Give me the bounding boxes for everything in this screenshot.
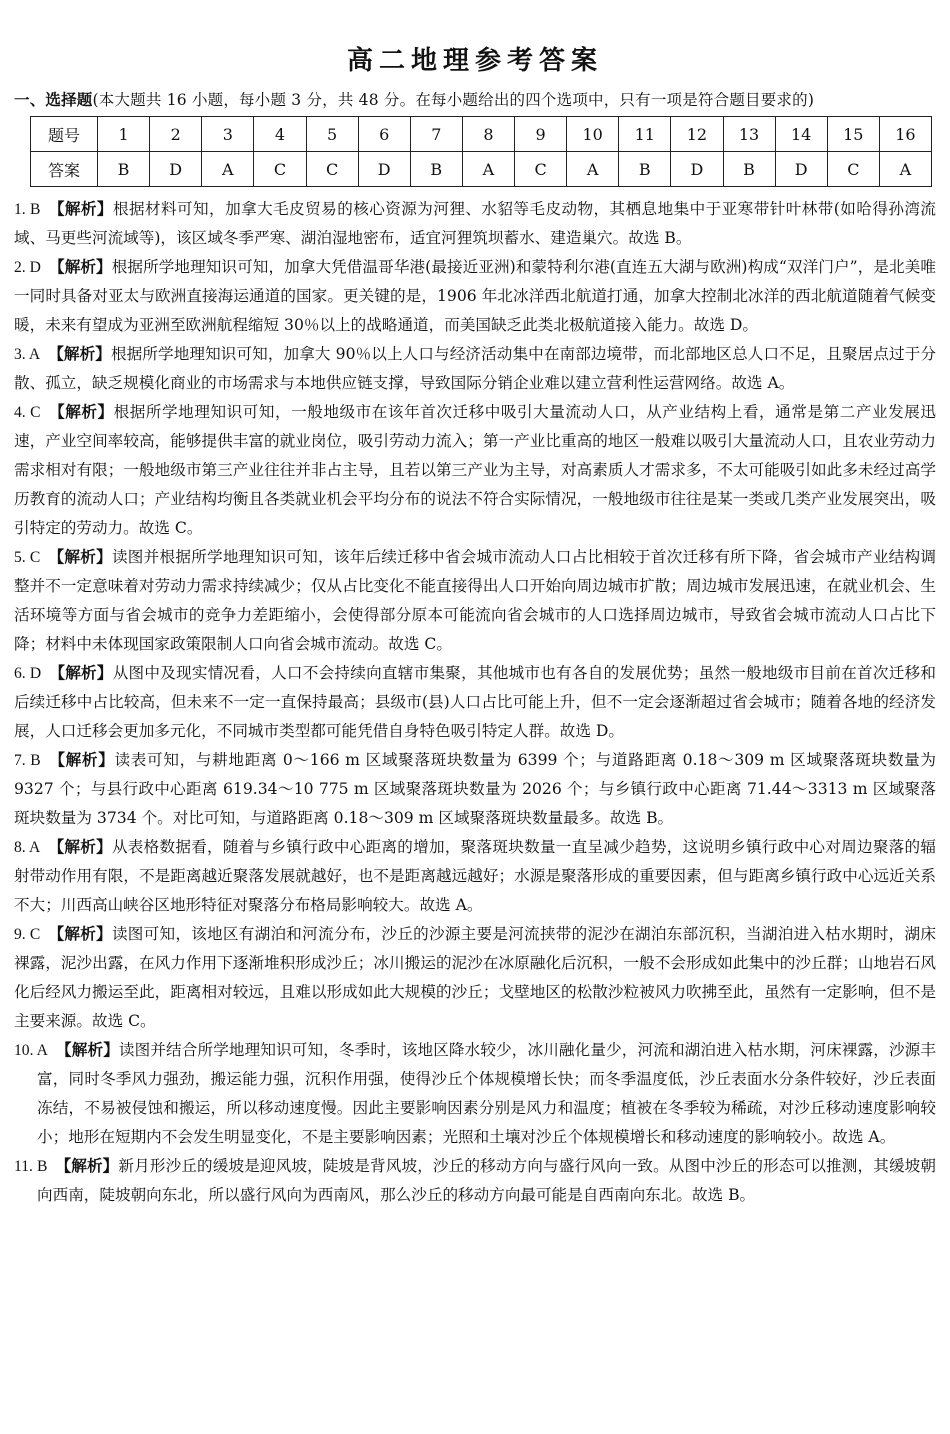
explanation-item <box>14 340 936 398</box>
question-number-cell: 8 <box>462 117 514 152</box>
question-number-cell: 2 <box>150 117 202 152</box>
explanation-tag: 【解析】 <box>55 1041 119 1059</box>
answer-cell: D <box>671 152 723 187</box>
answer-cell: C <box>254 152 306 187</box>
explanation-tag: 【解析】 <box>48 548 112 566</box>
explanation-text: 读表可知，与耕地距离 0～166 m 区域聚落斑块数量为 6399 个；与道路距离 0.18～309 m 区域聚落斑块数量为 9327 个；与县行政中心距离 619.34～10 775 m 区域聚落斑块数量为 2026 个；与乡镇行政中心距离 71.44～3313 m 区域聚落斑块数量为 3734 个。对比可知，与道路距离 0.18～309 m 区域聚落斑块数量最多。故选 B。 <box>14 751 936 827</box>
explanation-text: 根据材料可知，加拿大毛皮贸易的核心资源为河狸、水貂等毛皮动物，其栖息地集中于亚寒带针叶林带(如哈得孙湾流域、马更些河流域等)，该区域冬季严寒、湖泊湿地密布，适宜河狸筑坝蓄水、建造巢穴。故选 B。 <box>14 200 936 247</box>
explanation-text: 根据所学地理知识可知，加拿大凭借温哥华港(最接近亚洲)和蒙特利尔港(直连五大湖与欧洲)构成“双洋门户”，是北美唯一同时具备对亚太与欧洲直接海运通道的国家。更关键的是，1906 年北冰洋西北航道打通，加拿大控制北冰洋的西北航道随着气候变暖，未来有望成为亚洲至欧洲航程缩短 30％以上的战略通道，而美国缺乏此类北极航道接入能力。故选 D。 <box>14 258 936 334</box>
answer-cell: B <box>619 152 671 187</box>
item-number: 3. A <box>14 346 41 363</box>
explanation-item <box>14 746 936 833</box>
explanation-item <box>14 398 936 543</box>
answer-cell: D <box>358 152 410 187</box>
explanation-tag: 【解析】 <box>55 1157 119 1175</box>
answer-cell: C <box>306 152 358 187</box>
section-heading <box>14 88 936 112</box>
explanation-text: 根据所学地理知识可知，一般地级市在该年首次迁移中吸引大量流动人口，从产业结构上看，通常是第二产业发展迅速，产业空间率较高，能够提供丰富的就业岗位，吸引劳动力流入；第一产业比重高的地区一般难以吸引大量流动人口，且农业劳动力需求相对有限；一般地级市第三产业往往并非占主导，且若以第三产业为主导，对高素质人才需求多，不太可能吸引如此多未经过高学历教育的流动人口；产业结构均衡且各类就业机会平均分布的说法不符合实际情况，一般地级市往往是某一类或几类产业发展突出，吸引特定的劳动力。故选 C。 <box>14 403 936 537</box>
explanation-tag: 【解析】 <box>48 258 112 276</box>
explanation-item <box>14 1152 936 1210</box>
question-number-cell: 15 <box>827 117 879 152</box>
answer-cell: B <box>410 152 462 187</box>
explanation-tag: 【解析】 <box>48 838 112 856</box>
question-number-cell: 11 <box>619 117 671 152</box>
answer-cell: A <box>879 152 931 187</box>
explanation-text: 从图中及现实情况看，人口不会持续向直辖市集聚，其他城市也有各自的发展优势；虽然一般地级市目前在首次迁移和后续迁移中占比较高，但未来不一定一直保持最高；县级市(县)人口占比可能上升，但不一定会逐渐超过省会城市；随着各地的经济发展，人口迁移会更加多元化，不同城市类型都可能凭借自身特色吸引特定人群。故选 D。 <box>14 664 936 740</box>
question-number-cell: 7 <box>410 117 462 152</box>
page-title: 高二地理参考答案 <box>346 46 603 76</box>
explanation-item <box>14 1036 936 1152</box>
answer-row <box>31 152 932 187</box>
explanation-tag: 【解析】 <box>48 200 113 218</box>
item-number: 11. B <box>14 1158 48 1175</box>
question-number-cell: 9 <box>515 117 567 152</box>
explanation-item <box>14 920 936 1036</box>
answer-cell: B <box>98 152 150 187</box>
question-number-row <box>31 117 932 152</box>
explanation-tag: 【解析】 <box>48 925 112 943</box>
item-number: 7. B <box>14 752 41 769</box>
item-number: 4. C <box>14 404 41 421</box>
answer-table <box>30 116 932 187</box>
question-number-cell: 10 <box>567 117 619 152</box>
question-number-cell: 16 <box>879 117 931 152</box>
item-number: 8. A <box>14 839 41 856</box>
question-number-cell: 1 <box>98 117 150 152</box>
item-number: 10. A <box>14 1042 48 1059</box>
explanation-text: 新月形沙丘的缓坡是迎风坡，陡坡是背风坡，沙丘的移动方向与盛行风向一致。从图中沙丘的形态可以推测，其缓坡朝向西南，陡坡朝向东北，所以盛行风向为西南风，那么沙丘的移动方向最可能是自西南向东北。故选 B。 <box>37 1157 936 1204</box>
answer-cell: C <box>515 152 567 187</box>
explanation-item <box>14 659 936 746</box>
explanation-tag: 【解析】 <box>48 403 114 421</box>
question-number-cell: 6 <box>358 117 410 152</box>
question-number-cell: 12 <box>671 117 723 152</box>
question-number-cell: 4 <box>254 117 306 152</box>
item-number: 5. C <box>14 549 41 566</box>
explanation-text: 根据所学地理知识可知，加拿大 90％以上人口与经济活动集中在南部边境带，而北部地区总人口不足，且聚居点过于分散、孤立，缺乏规模化商业的市场需求与本地供应链支撑，导致国际分销企业难以建立营利性运营网络。故选 A。 <box>14 345 936 392</box>
question-number-cell: 14 <box>775 117 827 152</box>
explanation-list <box>14 195 936 1210</box>
row-label-answer: 答案 <box>31 152 98 187</box>
explanation-text: 从表格数据看，随着与乡镇行政中心距离的增加，聚落斑块数量一直呈减少趋势，这说明乡镇行政中心对周边聚落的辐射带动作用有限，不是距离越近聚落发展就越好，也不是距离越远越好；水源是聚落形成的重要因素，但与距离乡镇行政中心远近关系不大；川西高山峡谷区地形特征对聚落分布格局影响较大。故选 A。 <box>14 838 936 914</box>
answer-cell: A <box>567 152 619 187</box>
explanation-tag: 【解析】 <box>48 751 115 769</box>
answer-cell: D <box>775 152 827 187</box>
question-number-cell: 13 <box>723 117 775 152</box>
explanation-text: 读图并结合所学地理知识可知，冬季时，该地区降水较少，冰川融化量少，河流和湖泊进入枯水期，河床裸露，沙源丰富，同时冬季风力强劲，搬运能力强，沉积作用强，使得沙丘个体规模增长快；而冬季温度低，沙丘表面水分条件较好，沙丘表面冻结，不易被侵蚀和搬运，所以移动速度慢。因此主要影响因素分别是风力和温度；植被在冬季较为稀疏，对沙丘移动速度影响较小；地形在短期内不会发生明显变化，不是主要影响因素；光照和土壤对沙丘个体规模增长和移动速度的影响较小。故选 A。 <box>37 1041 936 1146</box>
question-number-cell: 3 <box>202 117 254 152</box>
explanation-item <box>14 253 936 340</box>
explanation-tag: 【解析】 <box>48 345 111 363</box>
answer-cell: C <box>827 152 879 187</box>
answer-cell: A <box>202 152 254 187</box>
item-number: 6. D <box>14 665 42 682</box>
answer-cell: A <box>462 152 514 187</box>
explanation-tag: 【解析】 <box>49 664 113 682</box>
row-label-number: 题号 <box>31 117 98 152</box>
explanation-item <box>14 195 936 253</box>
explanation-item <box>14 543 936 659</box>
explanation-item <box>14 833 936 920</box>
question-number-cell: 5 <box>306 117 358 152</box>
answer-cell: B <box>723 152 775 187</box>
answer-cell: D <box>150 152 202 187</box>
item-number: 1. B <box>14 201 41 218</box>
section-label: 一、选择题 <box>14 91 93 109</box>
explanation-text: 读图并根据所学地理知识可知，该年后续迁移中省会城市流动人口占比相较于首次迁移有所下降，省会城市产业结构调整并不一定意味着对劳动力需求持续减少；仅从占比变化不能直接得出人口开始向周边城市扩散；周边城市发展迅速，在就业机会、生活环境等方面与省会城市的竞争力差距缩小，会使得部分原本可能流向省会城市的人口选择周边城市，导致省会城市流动人口占比下降；材料中未体现国家政策限制人口向省会城市流动。故选 C。 <box>14 548 936 653</box>
section-note: (本大题共 16 小题，每小题 3 分，共 48 分。在每小题给出的四个选项中，只有一项是符合题目要求的) <box>92 91 815 109</box>
explanation-text: 读图可知，该地区有湖泊和河流分布，沙丘的沙源主要是河流挟带的泥沙在湖泊东部沉积，当湖泊进入枯水期时，湖床裸露，泥沙出露，在风力作用下逐渐堆积形成沙丘；冰川搬运的泥沙在冰原融化后沉积，一般不会形成如此集中的沙丘群；山地岩石风化后经风力搬运至此，距离相对较远，且难以形成如此大规模的沙丘；戈壁地区的松散沙粒被风力吹拂至此，虽然有一定影响，但不是主要来源。故选 C。 <box>14 925 936 1030</box>
item-number: 2. D <box>14 259 41 276</box>
item-number: 9. C <box>14 926 41 943</box>
